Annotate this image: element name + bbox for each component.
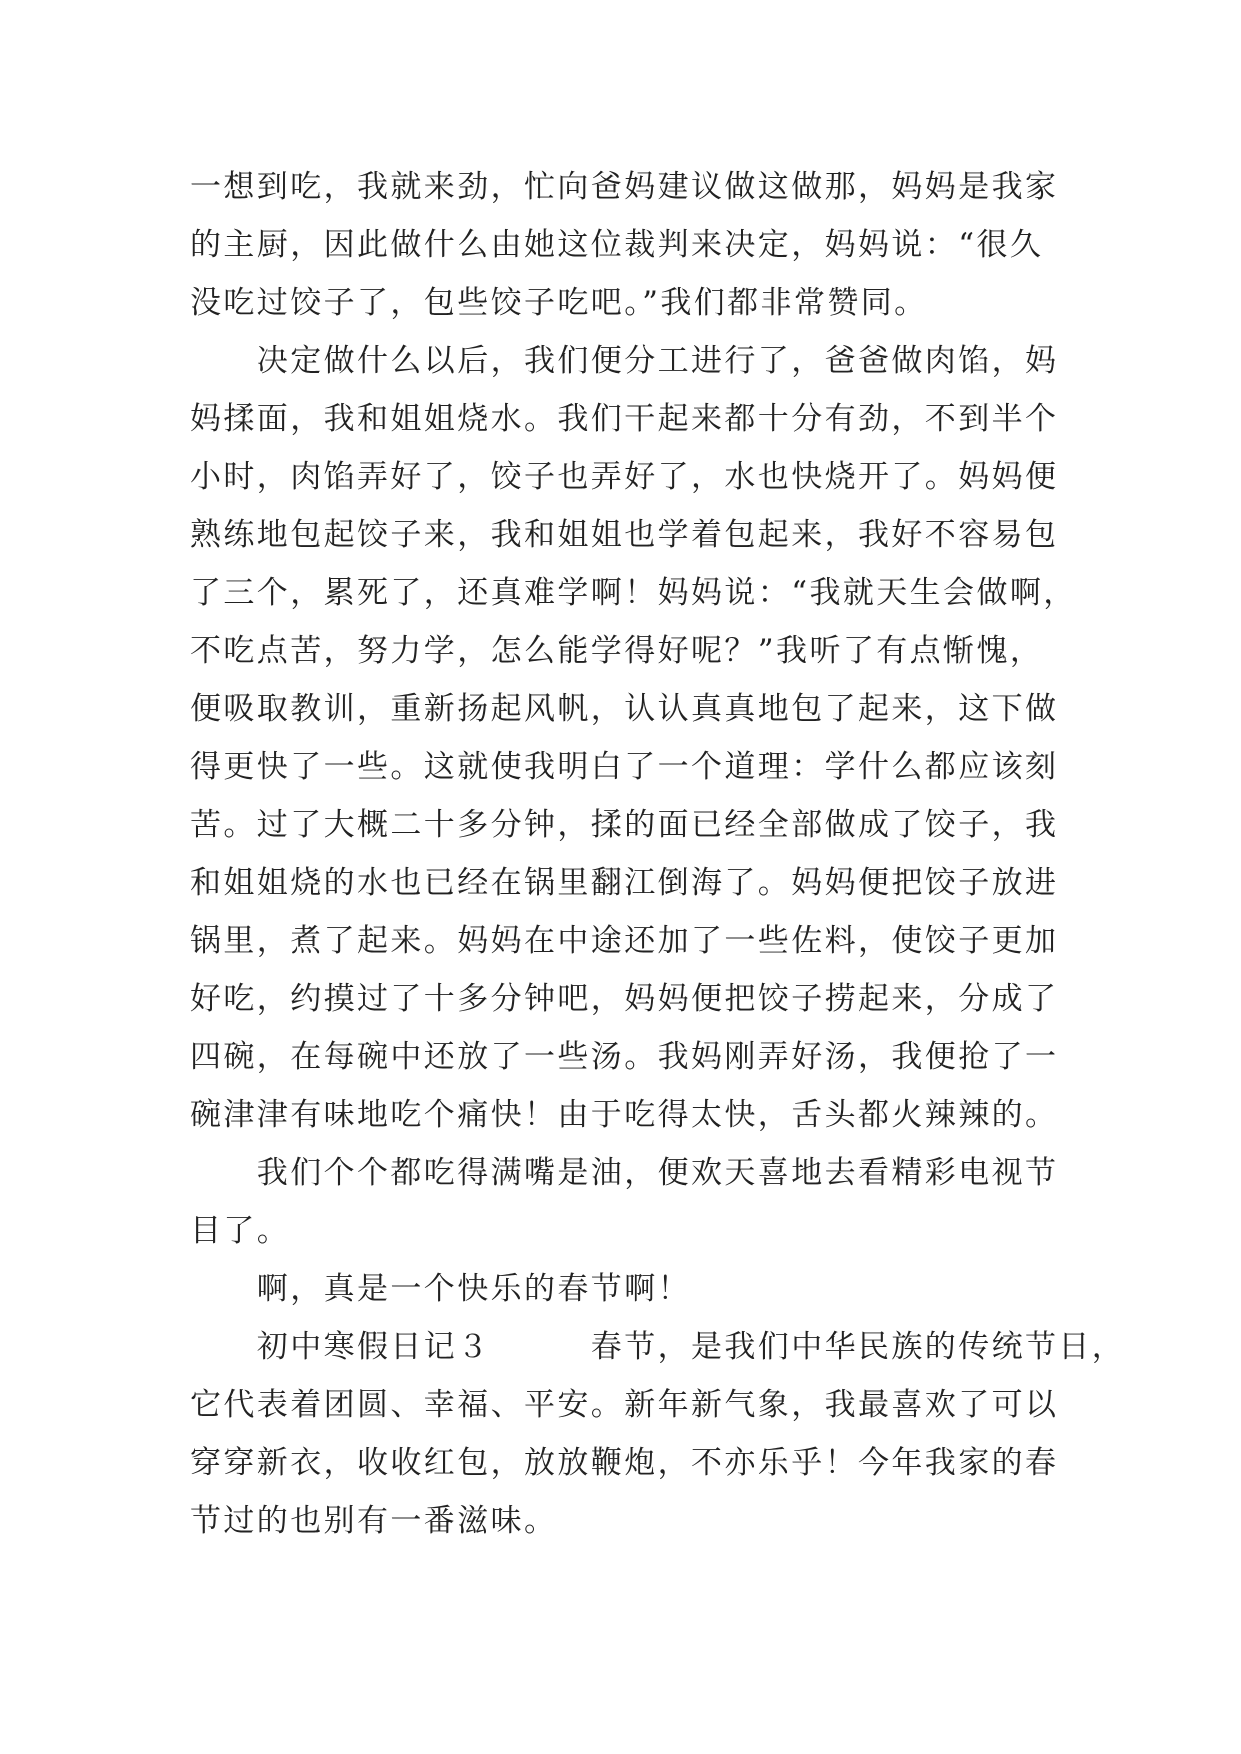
text-line: 和姐姐烧的水也已经在锅里翻江倒海了。妈妈便把饺子放进 bbox=[190, 865, 1059, 901]
text-line: 小时，肉馅弄好了，饺子也弄好了，水也快烧开了。妈妈便 bbox=[190, 459, 1059, 495]
text-line: 便吸取教训，重新扬起风帆，认认真真地包了起来，这下做 bbox=[190, 691, 1059, 727]
text-line: 妈揉面，我和姐姐烧水。我们干起来都十分有劲，不到半个 bbox=[190, 401, 1059, 437]
text-line: 节过的也别有一番滋味。 bbox=[190, 1503, 558, 1539]
text-line: 苦。过了大概二十多分钟，揉的面已经全部做成了饺子，我 bbox=[190, 807, 1059, 843]
text-line: 它代表着团圆、幸福、平安。新年新气象，我最喜欢了可以 bbox=[190, 1387, 1059, 1423]
text-line: 的主厨，因此做什么由她这位裁判来决定，妈妈说：“很久 bbox=[190, 227, 1044, 263]
text-line: 了三个，累死了，还真难学啊！妈妈说：“我就天生会做啊， bbox=[190, 575, 1077, 611]
text-line: 得更快了一些。这就使我明白了一个道理：学什么都应该刻 bbox=[190, 749, 1059, 785]
text-line: 啊，真是一个快乐的春节啊！ bbox=[190, 1271, 691, 1307]
text-line: 熟练地包起饺子来，我和姐姐也学着包起来，我好不容易包 bbox=[190, 517, 1059, 553]
text-line: 碗津津有味地吃个痛快！由于吃得太快，舌头都火辣辣的。 bbox=[190, 1097, 1059, 1133]
text-line: 初中寒假日记３ 春节，是我们中华民族的传统节日， bbox=[190, 1329, 1126, 1365]
text-line: 没吃过饺子了，包些饺子吃吧。”我们都非常赞同。 bbox=[190, 285, 928, 321]
text-line: 锅里，煮了起来。妈妈在中途还加了一些佐料，使饺子更加 bbox=[190, 923, 1059, 959]
text-line: 不吃点苦，努力学，怎么能学得好呢？”我听了有点惭愧， bbox=[190, 633, 1044, 669]
document-body-text bbox=[190, 158, 1126, 1550]
text-line: 一想到吃，我就来劲，忙向爸妈建议做这做那，妈妈是我家 bbox=[190, 169, 1059, 205]
text-line: 四碗，在每碗中还放了一些汤。我妈刚弄好汤，我便抢了一 bbox=[190, 1039, 1059, 1075]
text-line: 决定做什么以后，我们便分工进行了，爸爸做肉馅，妈 bbox=[190, 343, 1059, 379]
text-line: 目了。 bbox=[190, 1213, 291, 1249]
text-line: 好吃，约摸过了十多分钟吧，妈妈便把饺子捞起来，分成了 bbox=[190, 981, 1059, 1017]
text-line: 穿穿新衣，收收红包，放放鞭炮，不亦乐乎！今年我家的春 bbox=[190, 1445, 1059, 1481]
text-line: 我们个个都吃得满嘴是油，便欢天喜地去看精彩电视节 bbox=[190, 1155, 1059, 1191]
